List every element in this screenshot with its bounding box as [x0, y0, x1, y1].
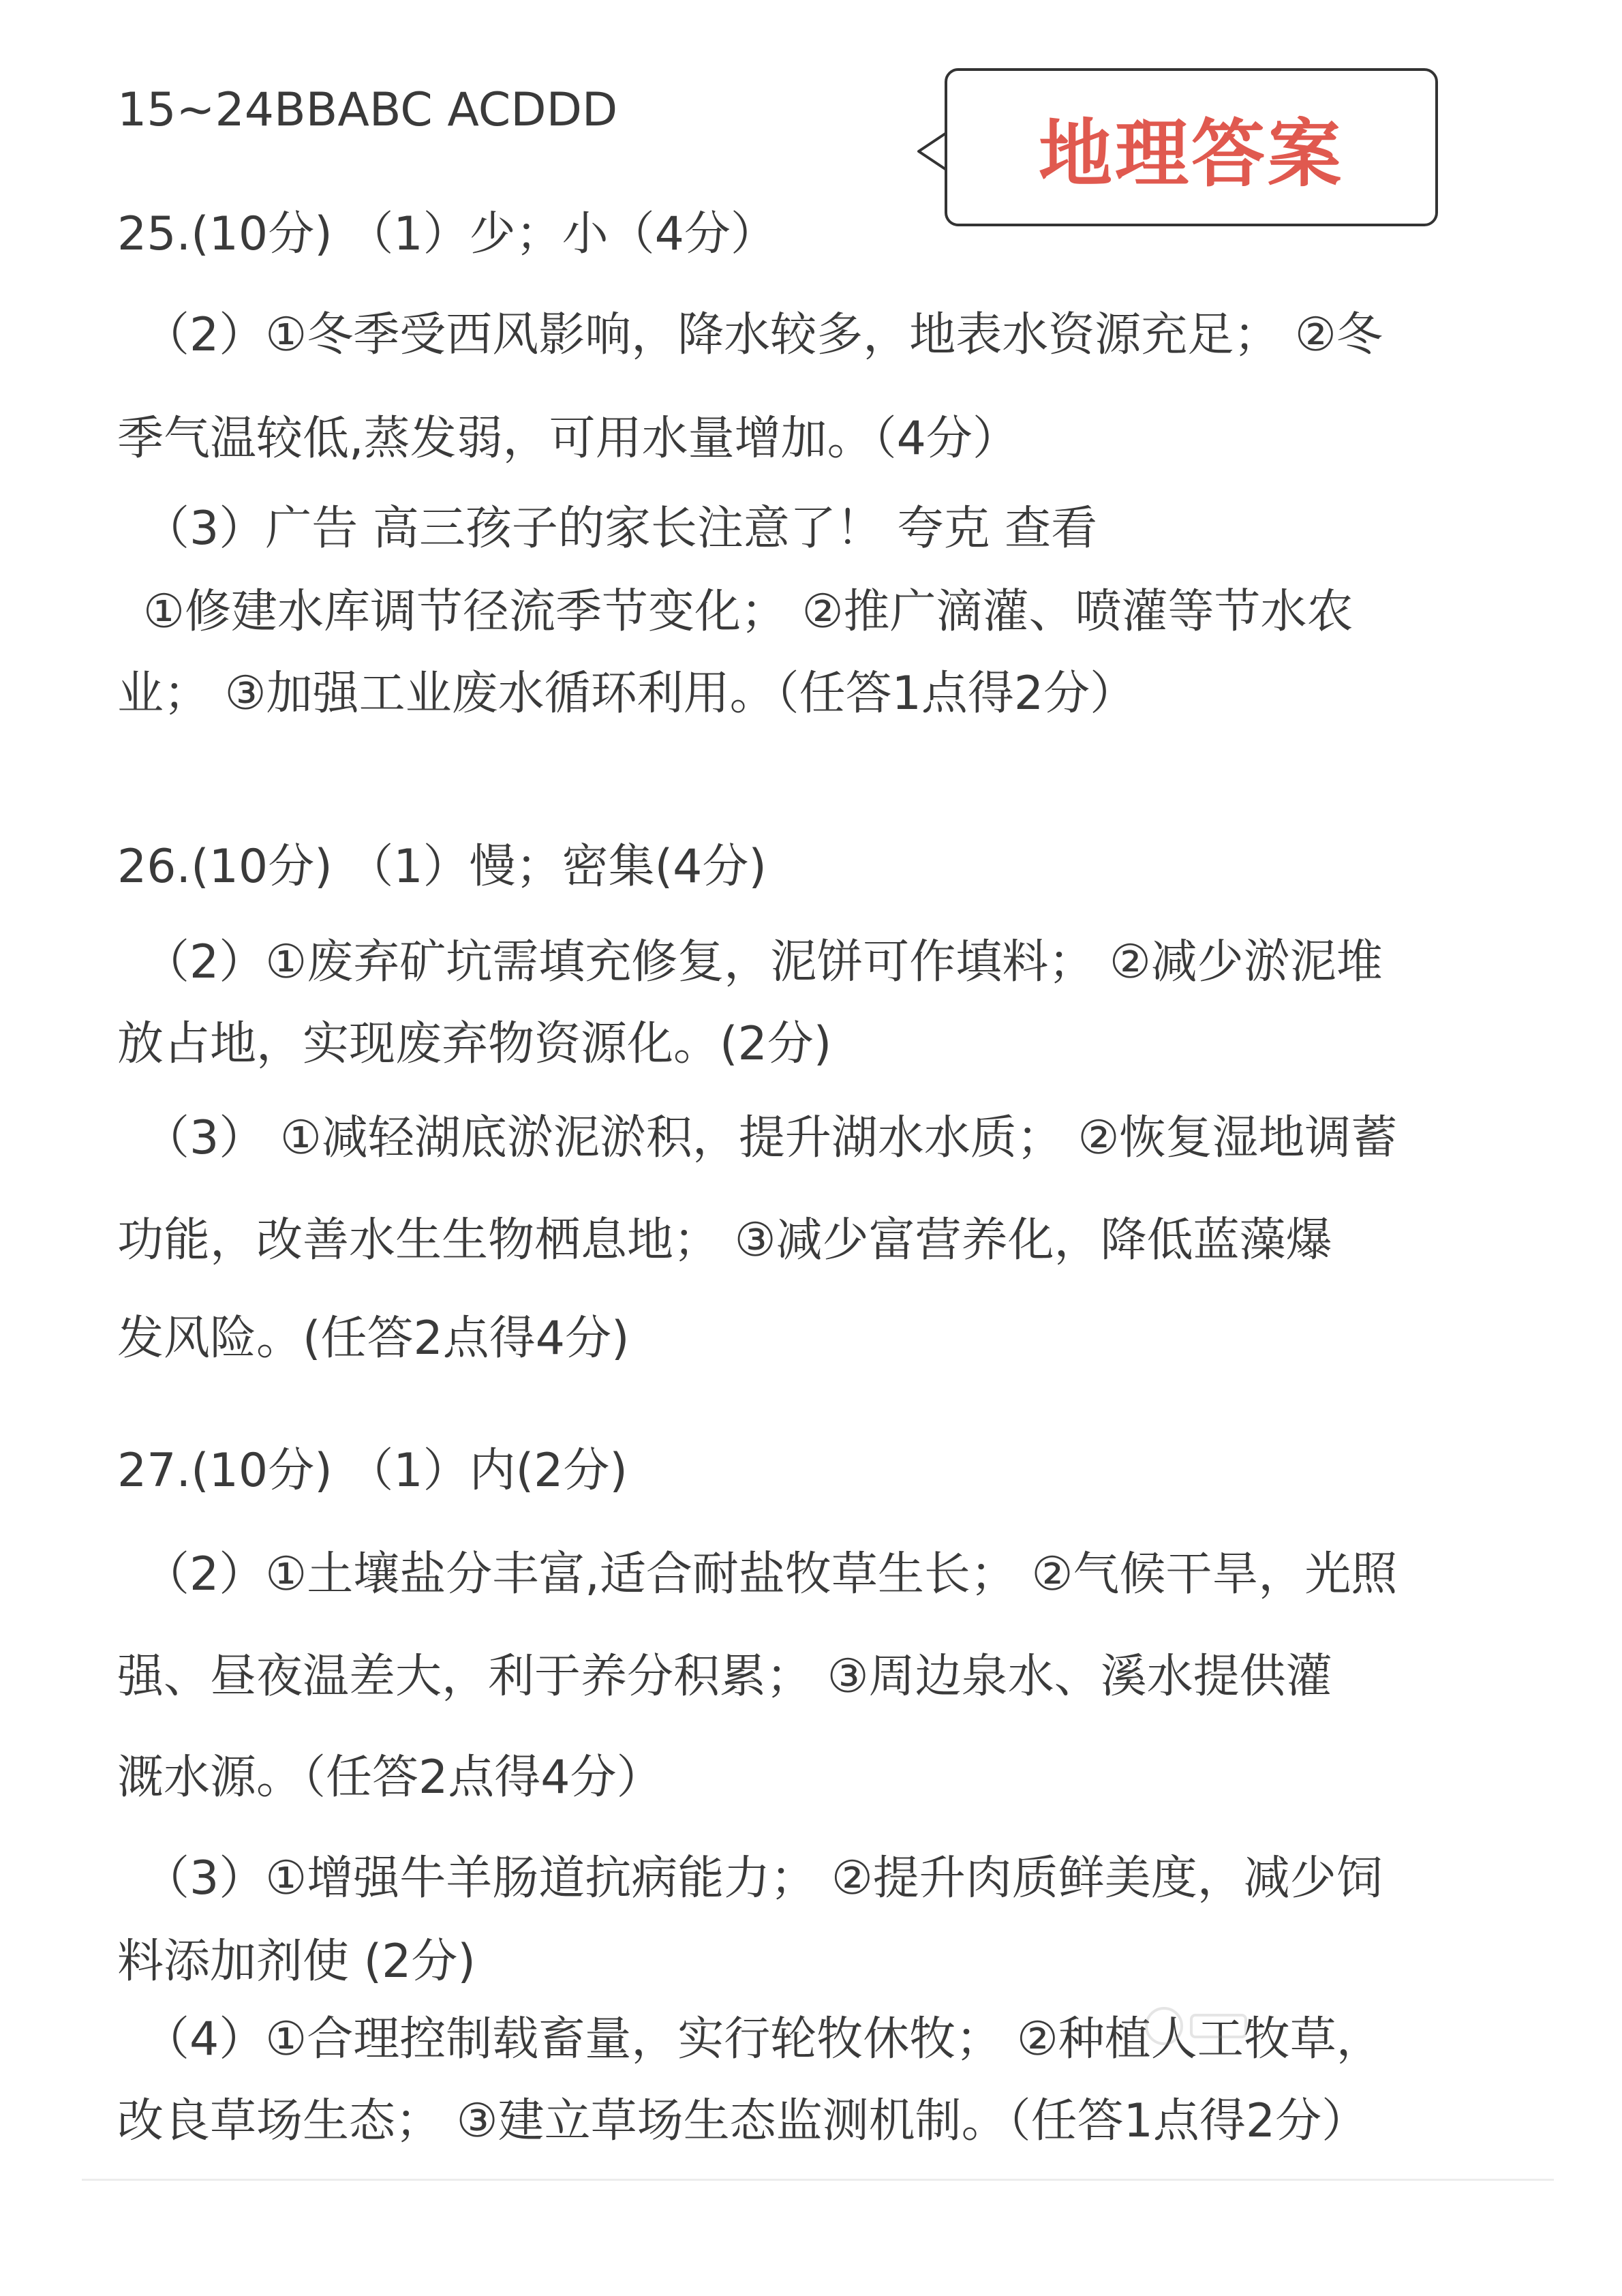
q26-part3-line-3: 发风险。(任答2点得4分) — [117, 1312, 630, 1365]
q27-header-line: 27.(10分) （1）内(2分) — [117, 1444, 628, 1498]
q27-part2-line-1: （2）①土壤盐分丰富,适合耐盐牧草生长； ②气候干旱，光照 — [143, 1547, 1398, 1601]
q27-part3-line-1: （3）①增强牛羊肠道抗病能力； ②提升肉质鲜美度，减少饲 — [143, 1852, 1383, 1905]
q25-header-line: 25.(10分) （1）少；小（4分） — [117, 207, 777, 261]
bottom-divider — [82, 2179, 1554, 2181]
title-callout-box — [945, 68, 1438, 226]
mc-answers-line: 15~24BBABC ACDDD — [117, 83, 618, 137]
ad-line: （3）广告 高三孩子的家长注意了！ 夸克 查看 — [143, 502, 1098, 556]
q25-part2-line-2: 季气温较低,蒸发弱，可用水量增加。（4分） — [117, 412, 1019, 466]
q25-part2-line-1: （2）①冬季受西风影响，降水较多，地表水资源充足； ②冬 — [143, 308, 1383, 362]
q27-part4-line-2: 改良草场生态； ③建立草场生态监测机制。（任答1点得2分） — [117, 2094, 1368, 2148]
q25-part3-line-2: 业； ③加强工业废水循环利用。（任答1点得2分） — [117, 667, 1137, 721]
q26-header-line: 26.(10分) （1）慢；密集(4分) — [117, 840, 767, 894]
q26-part2-line-1: （2）①废弃矿坑需填充修复，泥饼可作填料； ②减少淤泥堆 — [143, 935, 1383, 989]
q27-part2-line-3: 溉水源。（任答2点得4分） — [117, 1751, 663, 1804]
q27-part3-line-2: 料添加剂使 (2分) — [117, 1935, 476, 1989]
q26-part3-line-1: （3） ①减轻湖底淤泥淤积，提升湖水水质； ②恢复湿地调蓄 — [143, 1111, 1398, 1165]
watermark-icon — [1137, 1999, 1259, 2053]
q25-part3-line-1: ①修建水库调节径流季节变化； ②推广滴灌、喷灌等节水农 — [143, 585, 1353, 639]
q26-part2-line-2: 放占地，实现废弃物资源化。(2分) — [117, 1017, 832, 1071]
q26-part3-line-2: 功能，改善水生生物栖息地； ③减少富营养化，降低蓝藻爆 — [117, 1213, 1332, 1267]
q27-part2-line-2: 强、昼夜温差大，利于养分积累； ③周边泉水、溪水提供灌 — [117, 1650, 1332, 1704]
q27-part4-line-1: （4）①合理控制载畜量，实行轮牧休牧； ②种植人工牧草， — [143, 2012, 1383, 2066]
page-title: 地理答案 — [1038, 111, 1344, 197]
